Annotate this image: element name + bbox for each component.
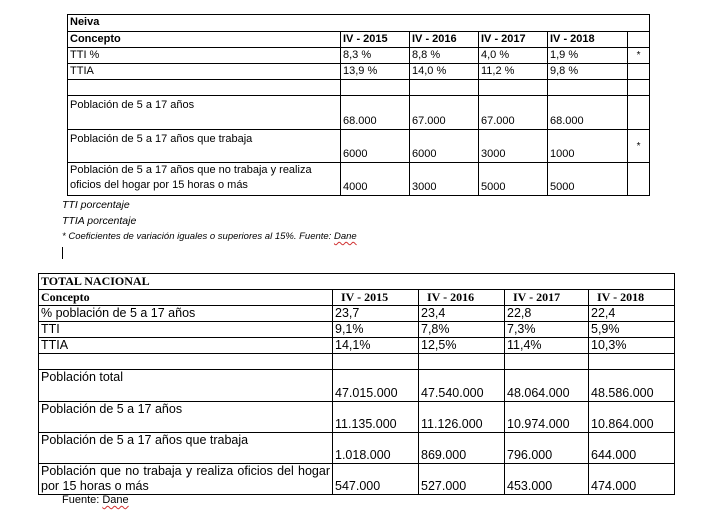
cell-value: 10,3% [589,338,675,354]
table-row [39,306,675,322]
cell-value: 5,9% [589,322,675,338]
cell-value: 47.015.000 [333,370,419,402]
cell-value: 3000 [410,163,479,196]
cell-value: 14,0 % [410,64,479,80]
cell-value: 10.864.000 [589,402,675,433]
row-label: Población de 5 a 17 años que trabaja [39,433,333,464]
cell-value: 68.000 [548,96,628,130]
cell-value: 1.018.000 [333,433,419,464]
cell-value: 10.974.000 [505,402,589,433]
cell-value: 22,4 [589,306,675,322]
cell-value: 23,4 [419,306,505,322]
nacional-header-year: IV - 2017 [505,290,589,306]
spacer-row [39,354,675,370]
note-tti: TTI porcentaje [62,199,130,211]
footer-source: Dane [102,494,129,506]
row-label: TTIA [68,64,341,80]
cell-value: 9,8 % [548,64,628,80]
source-footer [62,494,129,506]
row-label: % población de 5 a 17 años [39,306,333,322]
neiva-header-mark [628,32,650,48]
cv-mark [628,163,650,196]
cell-value: 8,3 % [341,48,410,64]
cell-value: 23,7 [333,306,419,322]
table-row [39,322,675,338]
cell-value: 796.000 [505,433,589,464]
cv-mark [628,96,650,130]
row-label: TTIA [39,338,333,354]
neiva-header-year: IV - 2017 [479,32,548,48]
cell-value: 474.000 [589,464,675,495]
cell-value: 68.000 [341,96,410,130]
cell-value: 644.000 [589,433,675,464]
cell-value: 4000 [341,163,410,196]
cell-value: 11,2 % [479,64,548,80]
table-row [68,48,650,64]
text-cursor [62,247,63,259]
table-row [68,64,650,80]
row-label: TTI % [68,48,341,64]
table-row [68,130,650,163]
note-coef-source: Dane [333,231,357,242]
table-row [39,464,675,495]
cell-value: 6000 [341,130,410,163]
cell-value: 4,0 % [479,48,548,64]
cell-value: 47.540.000 [419,370,505,402]
row-label: Población de 5 a 17 años [39,402,333,433]
cell-value: 453.000 [505,464,589,495]
table-row [39,370,675,402]
cell-value: 7,8% [419,322,505,338]
cell-value: 869.000 [419,433,505,464]
nacional-header-year: IV - 2015 [333,290,419,306]
cell-value: 547.000 [333,464,419,495]
cell-value: 11.135.000 [333,402,419,433]
cell-value: 1000 [548,130,628,163]
cell-value: 67.000 [479,96,548,130]
cv-mark: * [628,48,650,64]
cell-value: 48.586.000 [589,370,675,402]
neiva-header-concept: Concepto [68,32,341,48]
table-row [39,433,675,464]
neiva-table [67,14,650,196]
table-row [39,338,675,354]
note-ttia: TTIA porcentaje [62,215,137,227]
cell-value: 11,4% [505,338,589,354]
cell-value: 67.000 [410,96,479,130]
nacional-header-concept: Concepto [39,290,333,306]
row-label: Población que no trabaja y realiza oficios del hogar por 15 horas o más [39,464,333,495]
row-label: Población total [39,370,333,402]
table-row [68,96,650,130]
cv-mark: * [628,130,650,163]
cv-mark [628,64,650,80]
note-coefficients [62,231,357,242]
cell-value: 1,9 % [548,48,628,64]
neiva-header-year: IV - 2018 [548,32,628,48]
row-label: Población de 5 a 17 años que trabaja [68,130,341,163]
table-row [68,163,650,196]
table-row [39,402,675,433]
cell-value: 5000 [548,163,628,196]
note-coef-text: * Coeficientes de variación iguales o superiores al 15%. Fuente: [62,231,334,242]
row-label: Población de 5 a 17 años [68,96,341,130]
cell-value: 6000 [410,130,479,163]
cell-value: 13,9 % [341,64,410,80]
cell-value: 7,3% [505,322,589,338]
row-label: TTI [39,322,333,338]
nacional-title: TOTAL NACIONAL [39,274,675,290]
neiva-header-year: IV - 2016 [410,32,479,48]
cell-value: 11.126.000 [419,402,505,433]
cell-value: 5000 [479,163,548,196]
row-label: Población de 5 a 17 años que no trabaja y realiza oficios del hogar por 15 horas o más [68,163,341,196]
cell-value: 12,5% [419,338,505,354]
footer-prefix: Fuente: [62,494,103,506]
cell-value: 3000 [479,130,548,163]
cell-value: 22,8 [505,306,589,322]
neiva-title: Neiva [68,15,650,32]
spacer-row [68,80,650,96]
nacional-table [38,273,675,495]
cell-value: 527.000 [419,464,505,495]
cell-value: 14,1% [333,338,419,354]
nacional-header-year: IV - 2018 [589,290,675,306]
cell-value: 48.064.000 [505,370,589,402]
cell-value: 8,8 % [410,48,479,64]
neiva-header-year: IV - 2015 [341,32,410,48]
nacional-header-year: IV - 2016 [419,290,505,306]
cell-value: 9,1% [333,322,419,338]
